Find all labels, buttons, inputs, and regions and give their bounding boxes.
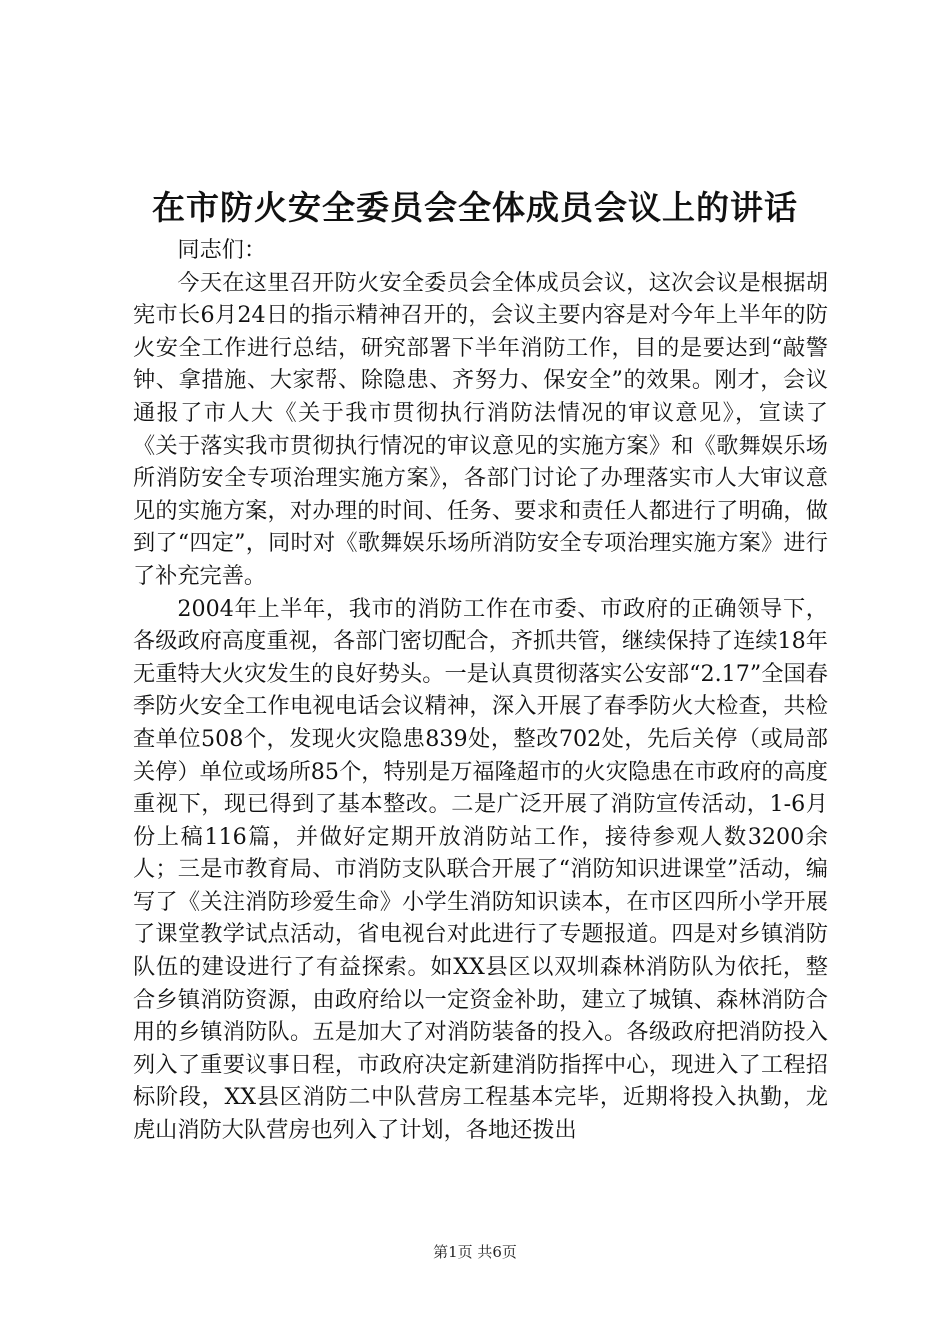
document-body	[133, 234, 828, 1147]
page-number: 第1页 共6页	[433, 1243, 517, 1261]
paragraph-1: 今天在这里召开防火安全委员会全体成员会议，这次会议是根据胡宪市长6月24日的指示精神召开的，会议主要内容是对今年上半年的防火安全工作进行总结，研究部署下半年消防工作，目的是要达到“敲警钟、拿措施、大家帮、除隐患、齐努力、保安全”的效果。刚才，会议通报了市人大《关于我市贯彻执行消防法情况的审议意见》，宣读了《关于落实我市贯彻执行情况的审议意见的实施方案》和《歌舞娱乐场所消防安全专项治理实施方案》，各部门讨论了办理落实市人大审议意见的实施方案，对办理的时间、任务、要求和责任人都进行了明确，做到了“四定”，同时对《歌舞娱乐场所消防安全专项治理实施方案》进行了补充完善。	[133, 269, 828, 589]
paragraph-2: 2004年上半年，我市的消防工作在市委、市政府的正确领导下，各级政府高度重视，各部门密切配合，齐抓共管，继续保持了连续18年无重特大火灾发生的良好势头。一是认真贯彻落实公安部“2.17”全国春季防火安全工作电视电话会议精神，深入开展了春季防火大检查，共检查单位508个，发现火灾隐患839处，整改702处，先后关停（或局部关停）单位或场所85个，特别是万福隆超市的火灾隐患在市政府的高度重视下，现已得到了基本整改。二是广泛开展了消防宣传活动，1-6月份上稿116篇，并做好定期开放消防站工作，接待参观人数3200余人；三是市教育局、市消防支队联合开展了“消防知识进课堂”活动，编写了《关注消防珍爱生命》小学生消防知识读本，在市区四所小学开展了课堂教学试点活动，省电视台对此进行了专题报道。四是对乡镇消防队伍的建设进行了有益探索。如XX县区以双圳森林消防队为依托，整合乡镇消防资源，由政府给以一定资金补助，建立了城镇、森林消防合用的乡镇消防队。五是加大了对消防装备的投入。各级政府把消防投入列入了重要议事日程，市政府决定新建消防指挥中心，现进入了工程招标阶段，XX县区消防二中队营房工程基本完毕，近期将投入执勤，龙虎山消防大队营房也列入了计划，各地还拨出	[133, 595, 828, 1144]
document-title: 在市防火安全委员会全体成员会议上的讲话	[152, 188, 798, 227]
salutation: 同志们：	[177, 237, 267, 263]
